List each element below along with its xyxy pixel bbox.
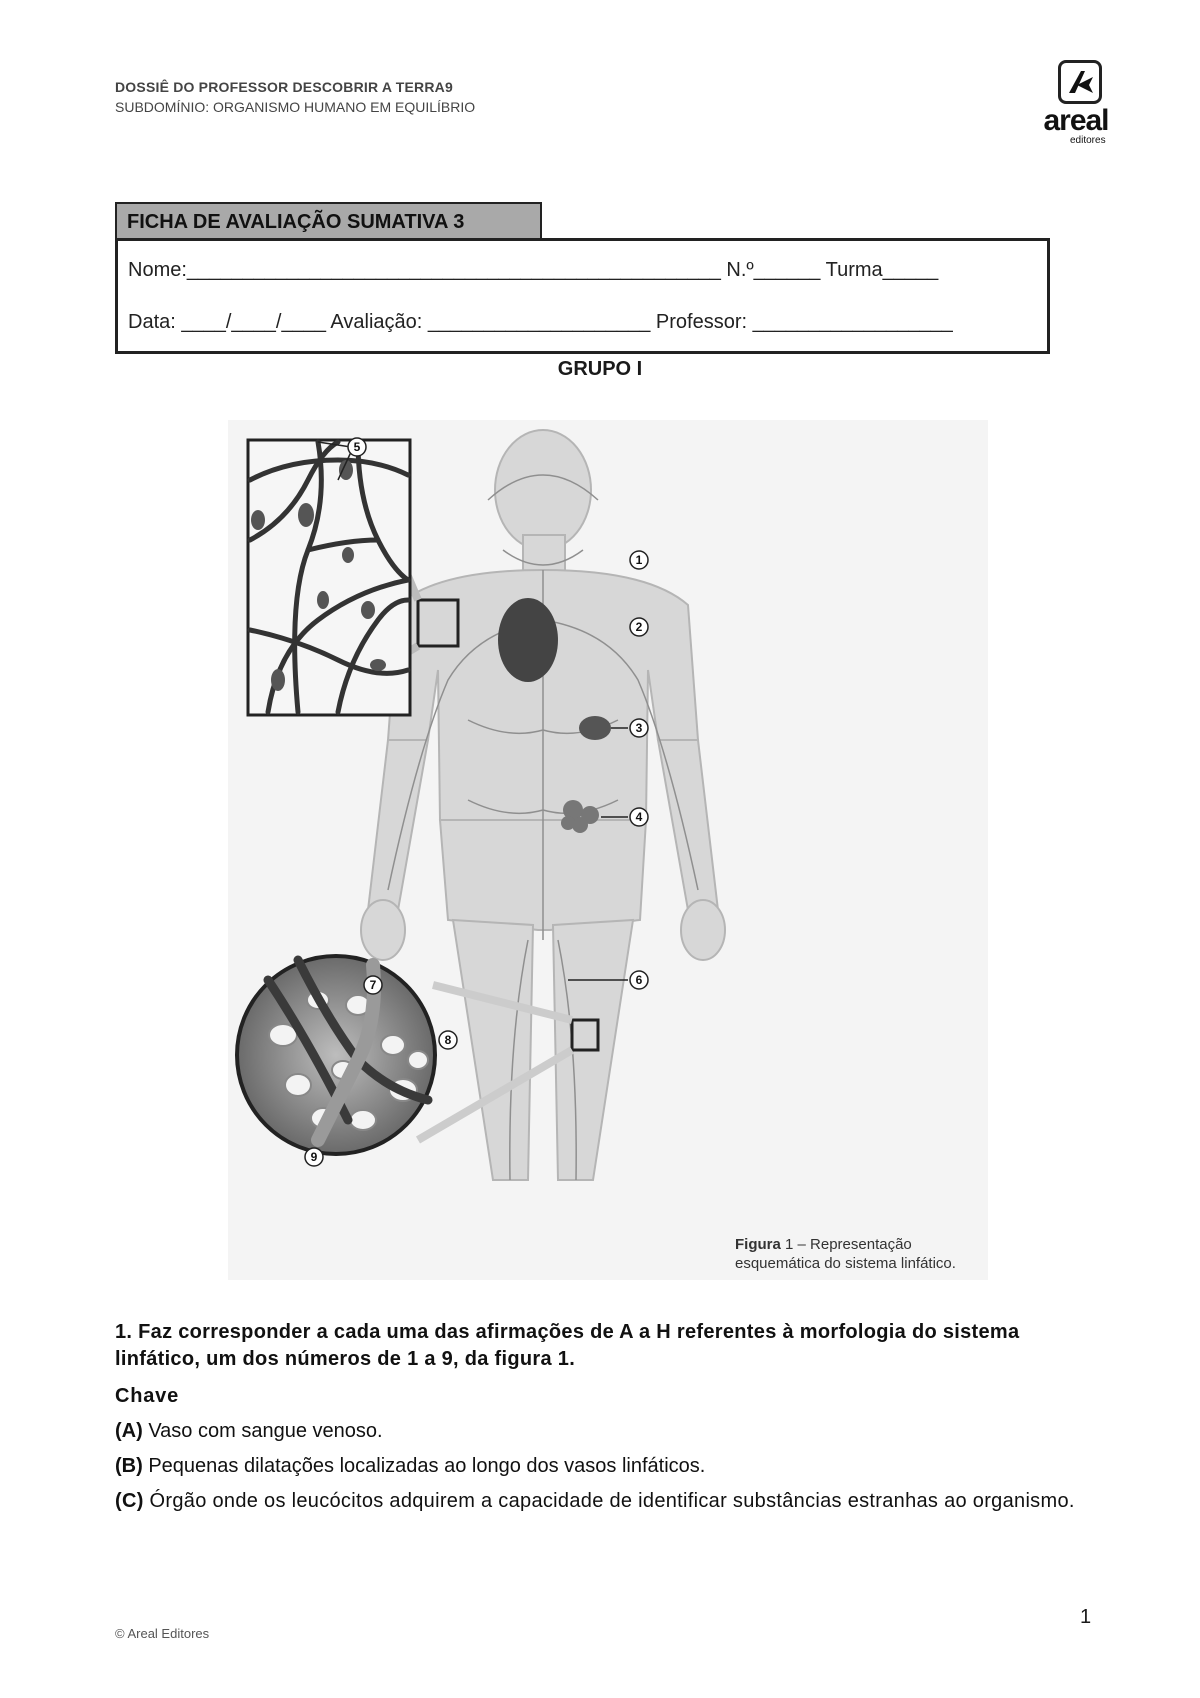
lymphatic-illustration	[228, 420, 988, 1280]
marker-9	[305, 1148, 323, 1166]
marker-9-label: 9	[310, 1150, 318, 1164]
caption-line1: 1 – Representação	[785, 1236, 912, 1253]
marker-6-label: 6	[635, 973, 643, 987]
assessment-title-tab	[115, 202, 542, 238]
caption-bold: Figura	[735, 1236, 781, 1253]
caption-line2: esquemática do sistema linfático.	[735, 1255, 956, 1272]
key-item-c-text: Órgão onde os leucócitos adquirem a capacidade de identificar substâncias estranhas ao organismo.	[149, 1490, 1075, 1512]
marker-3	[630, 719, 648, 737]
logo-mark-icon	[1058, 60, 1102, 104]
marker-4-label: 4	[635, 810, 643, 824]
footer-copyright: © Areal Editores	[115, 1626, 210, 1641]
marker-8-label: 8	[444, 1033, 452, 1047]
name-number-class-line[interactable]: Nome:________________________________________________ N.º______ Turma_____	[128, 259, 939, 281]
marker-3-label: 3	[635, 721, 643, 735]
key-item-b-text: Pequenas dilatações localizadas ao longo dos vasos linfáticos.	[148, 1455, 706, 1477]
student-info-box	[115, 238, 1050, 354]
marker-6	[630, 971, 648, 989]
marker-7	[364, 976, 382, 994]
figure-caption	[735, 1235, 956, 1273]
tissue-circle-inset	[237, 956, 435, 1154]
date-evaluation-teacher-line[interactable]: Data: ____/____/____ Avaliação: ____________________ Professor: __________________	[128, 311, 953, 333]
marker-8	[439, 1031, 457, 1049]
marker-1-label: 1	[635, 553, 643, 567]
key-item-c	[115, 1488, 1095, 1515]
logo-wordmark: areal	[1043, 104, 1109, 137]
logo-subtext: editores	[1070, 135, 1106, 146]
publisher-logo	[1030, 60, 1120, 150]
marker-2-label: 2	[635, 620, 643, 634]
marker-1	[630, 551, 648, 569]
marker-5	[348, 438, 366, 456]
marker-7-label: 7	[369, 978, 377, 992]
page-number: 1	[1080, 1606, 1092, 1628]
key-item-b	[115, 1453, 1095, 1480]
marker-2	[630, 618, 648, 636]
lymphatic-system-figure	[228, 420, 988, 1280]
key-item-a-letter: (A)	[115, 1420, 143, 1442]
marker-5-label: 5	[353, 440, 361, 454]
group-heading: GRUPO I	[557, 358, 643, 380]
key-item-c-letter: (C)	[115, 1490, 144, 1512]
heart-organ	[498, 598, 558, 682]
header-subtitle: SUBDOMÍNIO: ORGANISMO HUMANO EM EQUILÍBRIO	[115, 99, 476, 115]
question-1: 1. Faz corresponder a cada uma das afirmações de A a H referentes à morfologia do sistema linfático, um dos números de 1 a 9, da figura 1.	[115, 1321, 1020, 1370]
capillary-network-inset	[248, 440, 410, 715]
key-item-a	[115, 1418, 1095, 1445]
assessment-title: FICHA DE AVALIAÇÃO SUMATIVA 3	[127, 211, 465, 233]
header-title: DOSSIÊ DO PROFESSOR DESCOBRIR A TERRA9	[115, 79, 453, 95]
marker-4	[630, 808, 648, 826]
key-item-b-letter: (B)	[115, 1455, 143, 1477]
spleen-organ	[579, 716, 611, 740]
key-item-a-text: Vaso com sangue venoso.	[148, 1420, 383, 1442]
key-title: Chave	[115, 1385, 180, 1407]
